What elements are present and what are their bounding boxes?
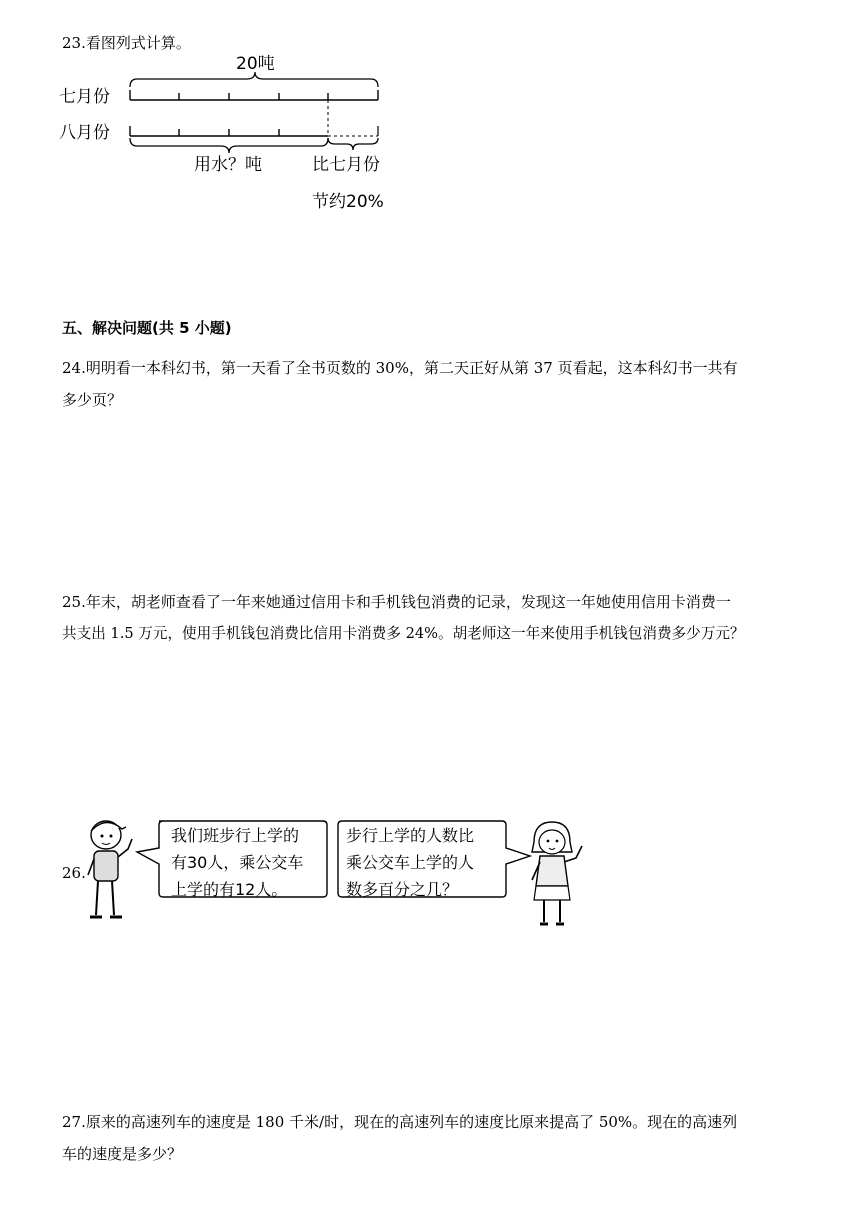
top-brace	[130, 72, 378, 87]
bottom-label-used: 用水？吨	[194, 155, 262, 175]
bubble-left-line3: 上学的有12人。	[171, 880, 288, 899]
top-label: 20吨	[236, 54, 275, 74]
line-segment-diagram	[55, 48, 415, 218]
question-27-line2: 车的速度是多少？	[62, 1145, 183, 1163]
bubble-right-line3: 数多百分之几？	[346, 880, 459, 899]
question-23-title: 23.看图列式计算。	[62, 34, 191, 52]
question-24-line1: 24.明明看一本科幻书，第一天看了全书页数的 30%，第二天正好从第 37 页看起，这本科幻书一共有	[62, 359, 738, 377]
girl-illustration	[526, 818, 586, 928]
july-segment	[130, 90, 378, 100]
row-label-july: 七月份	[59, 87, 110, 107]
section-heading: 五、解决问题(共 5 小题)	[62, 319, 232, 337]
question-25-line1: 25.年末，胡老师查看了一年来她通过信用卡和手机钱包消费的记录，发现这一年她使用信用卡消费一	[62, 593, 731, 611]
bottom-brace-saved	[328, 138, 378, 150]
row-label-august: 八月份	[59, 123, 110, 143]
bubble-left-line2: 有30人，乘公交车	[171, 853, 304, 872]
bubble-left-line1: 我们班步行上学的	[171, 826, 300, 845]
note-label-line2: 节约20%	[312, 192, 384, 212]
august-segment	[130, 126, 328, 136]
question-26-number: 26.	[62, 864, 86, 882]
bubble-right-line1: 步行上学的人数比	[346, 826, 475, 845]
question-25-line2: 共支出 1.5 万元，使用手机钱包消费比信用卡消费多 24%。胡老师这一年来使用手机钱包消费多少万元？	[62, 625, 745, 642]
bottom-brace-used	[130, 138, 328, 153]
note-label-line1: 比七月份	[312, 155, 380, 175]
question-27-line1: 27.原来的高速列车的速度是 180 千米/时，现在的高速列车的速度比原来提高了 50%。现在的高速列	[62, 1113, 738, 1131]
bubble-right-line2: 乘公交车上学的人	[346, 853, 475, 872]
question-24-line2: 多少页？	[62, 391, 123, 409]
